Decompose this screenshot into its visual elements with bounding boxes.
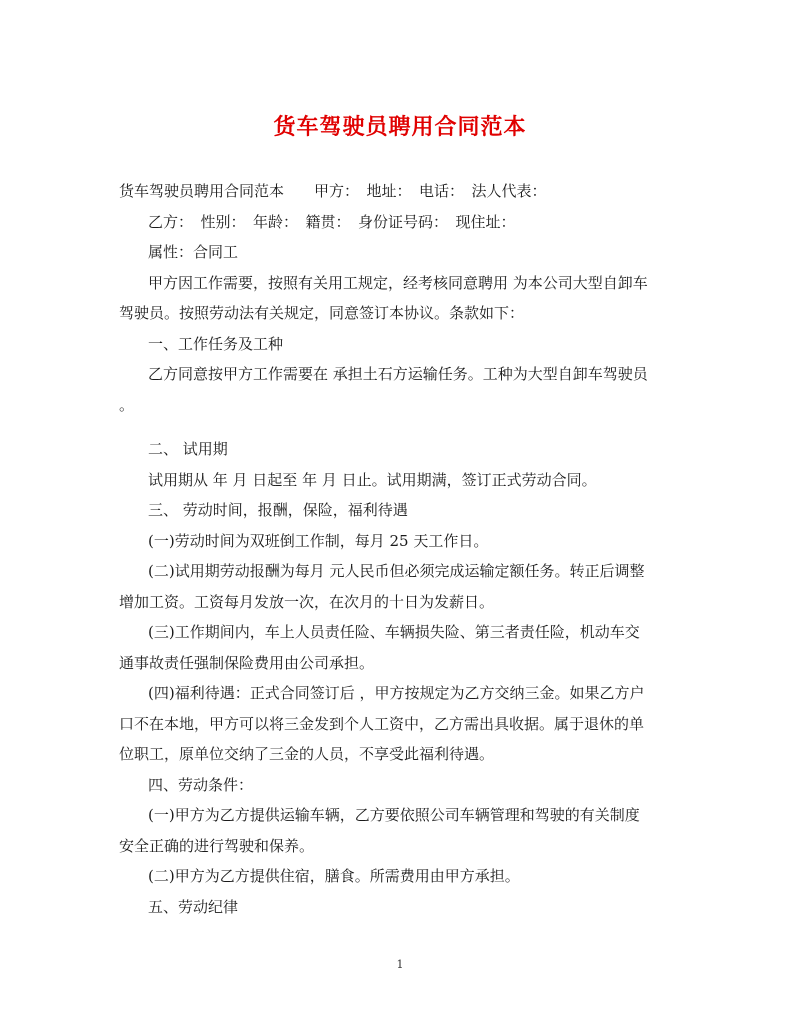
paragraph-task-line-1: 乙方同意按甲方工作需要在 承担土石方运输任务。工种为大型自卸车驾驶员 (148, 365, 648, 383)
paragraph-probation: 试用期从 年 月 日起至 年 月 日止。试用期满，签订正式劳动合同。 (148, 470, 597, 489)
paragraph-clause-3-3-line-2: 通事故责任强制保险费用由公司承担。 (119, 653, 375, 672)
section-heading-2: 二、 试用期 (148, 440, 228, 458)
paragraph-clause-4-2: (二)甲方为乙方提供住宿，膳食。所需费用由甲方承担。 (148, 867, 520, 885)
paragraph-spacer (119, 420, 684, 434)
paragraph-attribute: 属性：合同工 (148, 243, 239, 261)
paragraph-clause-3-1: (一)劳动时间为双班倒工作制，每月 25 天工作日。 (148, 531, 489, 550)
section-heading-5: 五、劳动纪律 (148, 897, 239, 916)
document-body (119, 176, 684, 922)
section-heading-4: 四、劳动条件： (148, 775, 254, 794)
paragraph-task-line-2: 。 (119, 395, 135, 414)
paragraph-header-line: 货车驾驶员聘用合同范本 甲方： 地址： 电话： 法人代表： (119, 182, 547, 200)
section-heading-1: 一、工作任务及工种 (148, 334, 284, 353)
paragraph-clause-3-4-line-2: 口不在本地，甲方可以将三金发到个人工资中，乙方需出具收据。属于退休的单 (119, 714, 645, 733)
paragraph-clause-3-3-line-1: (三)工作期间内，车上人员责任险、车辆损失险、第三者责任险，机动车交 (148, 623, 640, 641)
paragraph-clause-3-2-line-1: (二)试用期劳动报酬为每月 元人民币但必须完成运输定额任务。转正后调整 (148, 562, 645, 580)
page-number: 1 (396, 958, 404, 971)
paragraph-clause-4-1-line-2: 安全正确的进行驾驶和保养。 (119, 836, 315, 855)
paragraph-clause-4-1-line-1: (一)甲方为乙方提供运输车辆，乙方要依照公司车辆管理和驾驶的有关制度 (148, 806, 640, 824)
paragraph-party-b: 乙方： 性别： 年龄： 籍贯： 身份证号码： 现住址： (148, 212, 516, 231)
document-title: 货车驾驶员聘用合同范本 (273, 114, 527, 140)
section-heading-3: 三、 劳动时间，报酬，保险，福利待遇 (148, 501, 408, 519)
paragraph-intro-line-2: 驾驶员。按照劳动法有关规定，同意签订本协议。条款如下： (119, 304, 525, 322)
paragraph-clause-3-4-line-1: (四)福利待遇：正式合同签订后 ，甲方按规定为乙方交纳三金。如果乙方户 (148, 684, 645, 702)
paragraph-clause-3-2-line-2: 增加工资。工资每月发放一次，在次月的十日为发薪日。 (119, 592, 495, 611)
paragraph-intro-line-1: 甲方因工作需要，按照有关用工规定，经考核同意聘用 为本公司大型自卸车 (148, 273, 648, 292)
paragraph-clause-3-4-line-3: 位职工，原单位交纳了三金的人员，不享受此福利待遇。 (119, 745, 495, 763)
